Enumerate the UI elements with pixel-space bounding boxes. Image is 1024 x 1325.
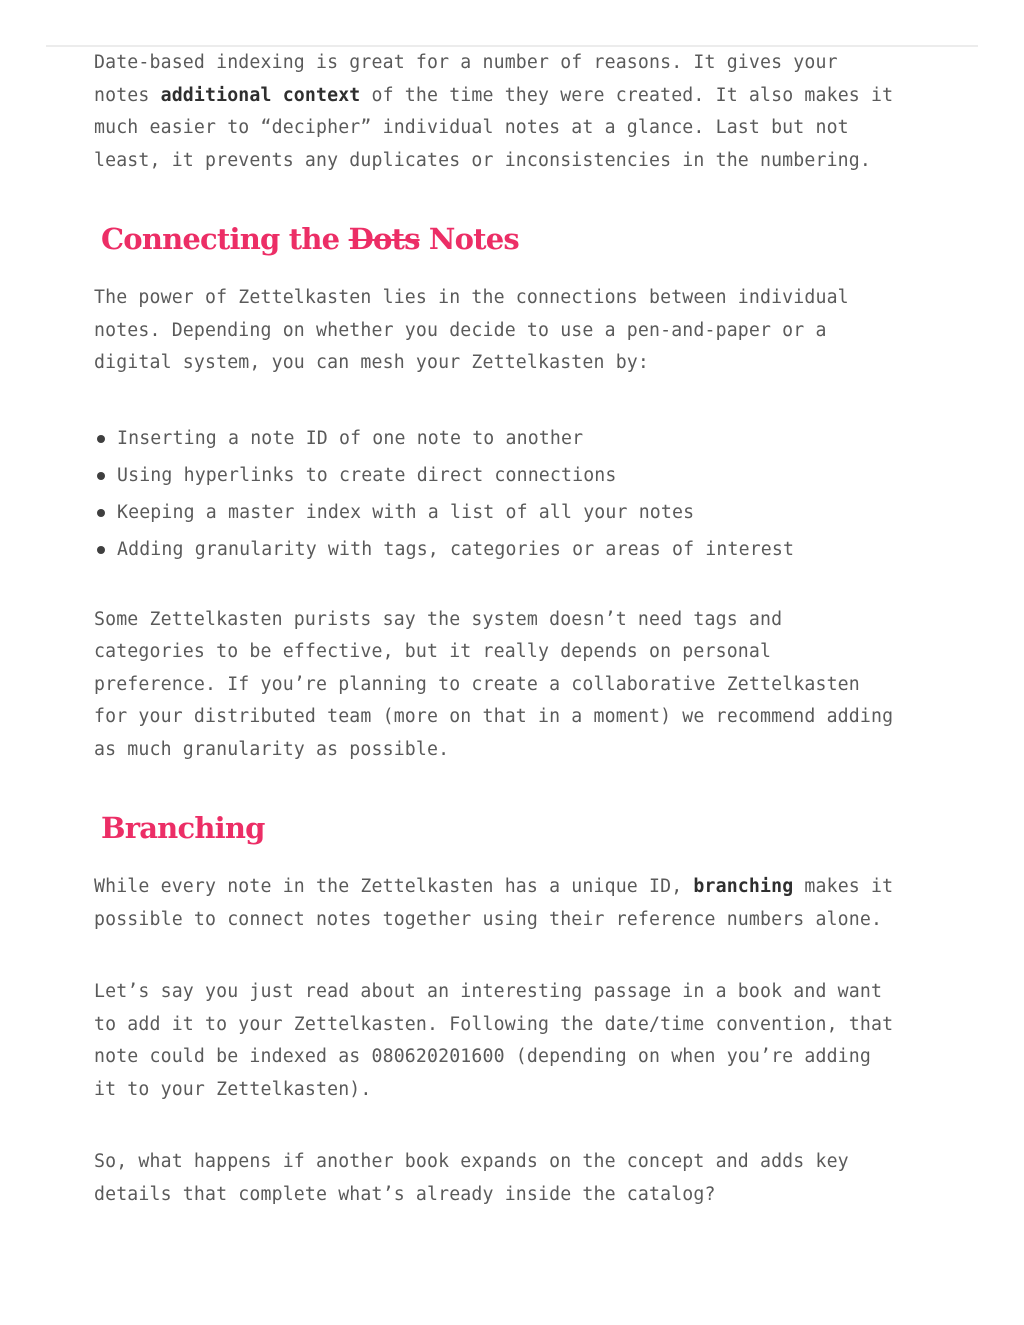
heading-connecting-suffix: Notes [419,222,519,256]
branching-emphasis: branching [693,876,794,897]
list-item [94,494,944,531]
bullet-dot [97,546,105,554]
heading-connecting-prefix: Connecting the [101,222,349,256]
list-item-text: Adding granularity with tags, categories or areas of interest [117,538,795,560]
intro-line-2-end: of the time they were created. It also makes it [360,84,894,106]
list-item [94,457,944,494]
list-item-text: Inserting a note ID of one note to another [117,427,584,449]
heading-struck-word: Dots [348,222,420,256]
intro-rest: much easier to “decipher” individual notes at a glance. Last but not least, it prevents any duplicates or inconsistencies in the numbering. [94,117,871,171]
branching-p1-end: makes it possible to connect notes together using their reference numbers alone. [94,876,894,930]
bullet-dot [97,435,105,443]
article-body [94,47,944,1211]
branching-paragraph-1 [94,871,944,936]
branching-paragraph-3: So, what happens if another book expands on the concept and adds key details that complete what’s already inside the catalog? [94,1151,849,1205]
list-item-text: Using hyperlinks to create direct connections [117,464,617,486]
list-item [94,531,944,568]
branching-p1-start: While every note in the Zettelkasten has a unique ID, [94,876,694,897]
list-item [94,420,944,457]
tags-paragraph: Some Zettelkasten purists say the system doesn’t need tags and categories to be effective, but it really depends on personal preference. If you’re planning to create a collaborative Zettelkasten for your distributed team (more on that in a moment) we recommend adding as much granularity as possible. [94,608,894,760]
additional-context-emphasis: additional context [160,84,361,106]
bullet-dot [97,509,105,517]
connecting-paragraph: The power of Zettelkasten lies in the connections between individual notes. Depending on whether you decide to use a pen-and-paper or a digital system, you can mesh your Zettelkasten by: [94,287,849,373]
heading-connecting-notes [94,219,944,259]
connection-methods-list [94,420,944,568]
intro-paragraph [94,47,944,177]
intro-line-1: Date-based indexing is great for a number of reasons. It gives your [94,52,838,73]
intro-line-2-start: notes [94,84,161,106]
list-item-text: Keeping a master index with a list of all your notes [117,501,695,523]
branching-paragraph-2: Let’s say you just read about an interesting passage in a book and want to add it to your Zettelkasten. Following the date/time convention, that note could be indexed as 080620201600 (depending on when you’re adding it to your Zettelkasten). [94,981,894,1100]
bullet-dot [97,472,105,480]
heading-branching: Branching [101,811,265,845]
